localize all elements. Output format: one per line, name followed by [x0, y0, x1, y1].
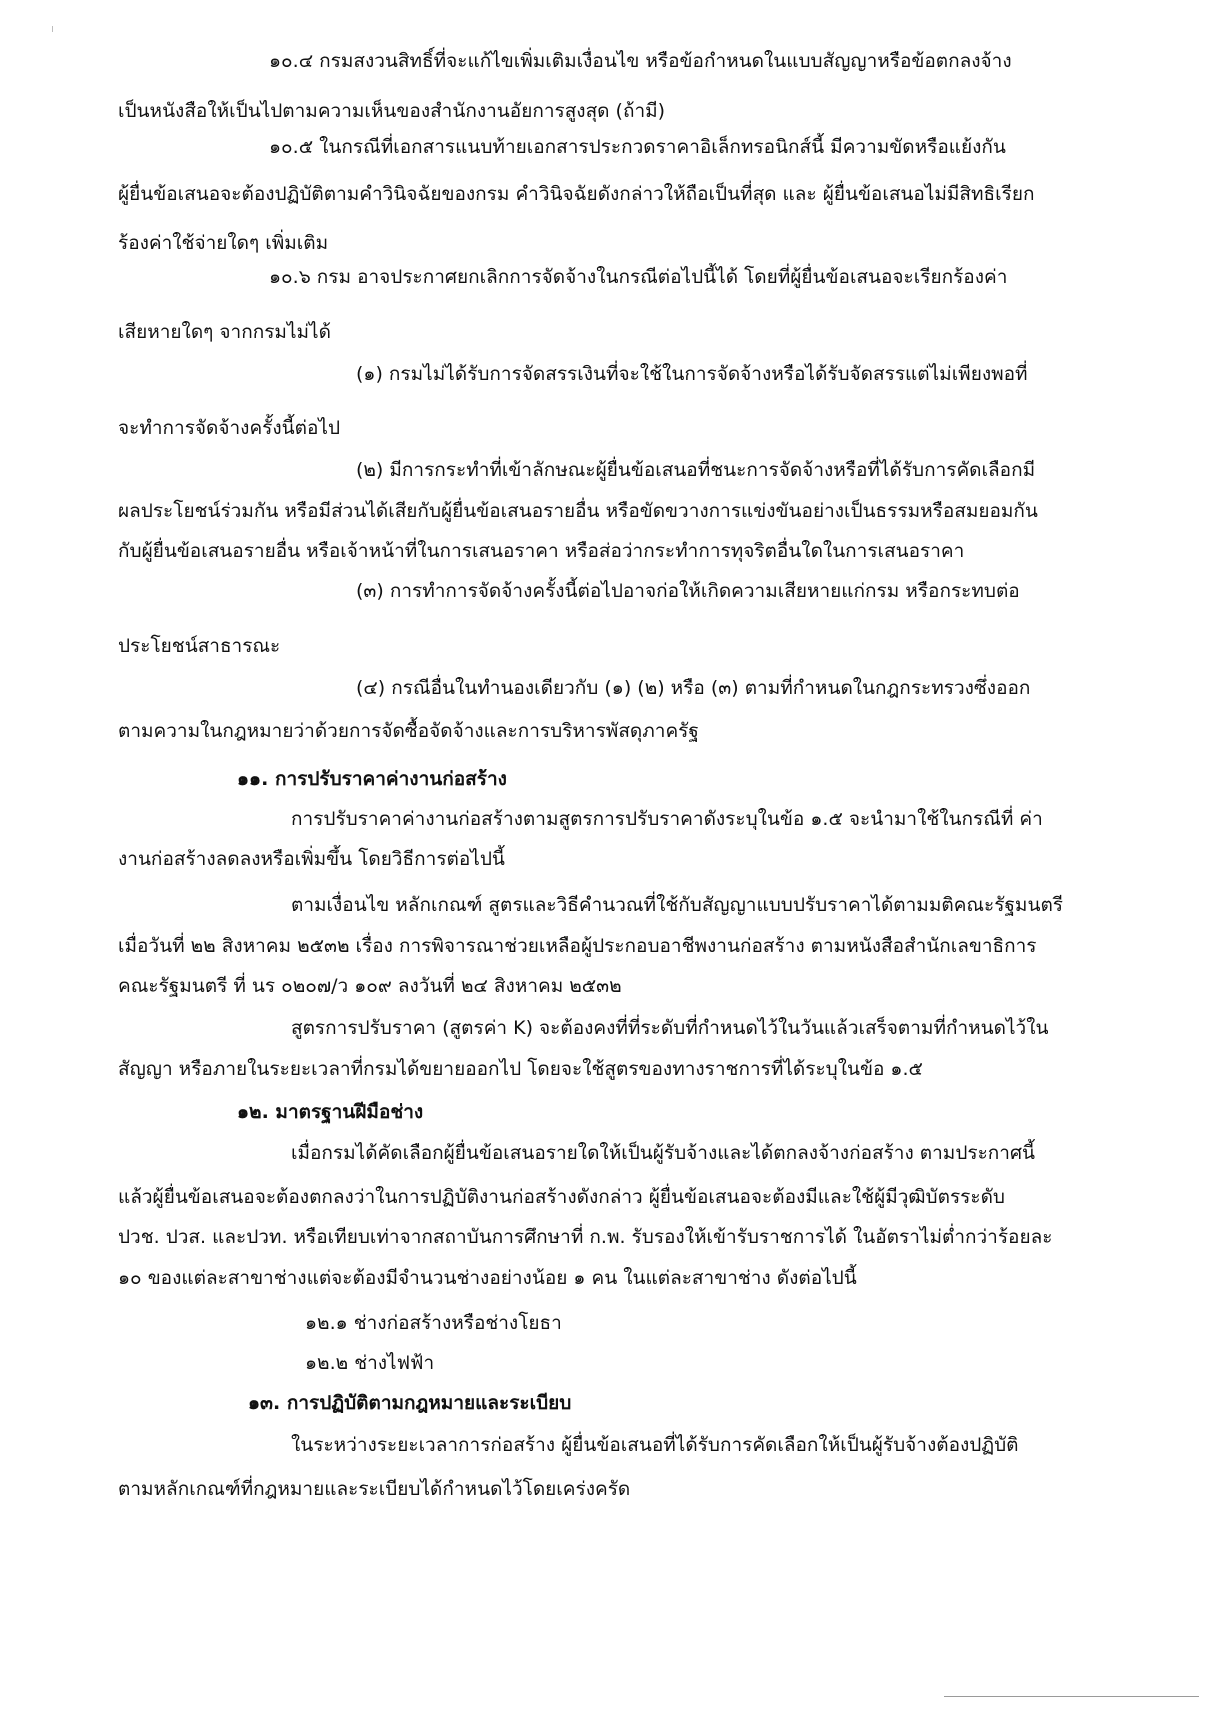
scan-edge-line: [944, 1696, 1199, 1697]
section-11-heading: ๑๑. การปรับราคาค่างานก่อสร้าง: [237, 768, 507, 790]
section-11-para-1-line-1: การปรับราคาค่างานก่อสร้างตามสูตรการปรับราคาดังระบุในข้อ ๑.๕ จะนำมาใช้ในกรณีที่ ค่า: [291, 808, 1043, 830]
item-2-line-1: (๒) มีการกระทำที่เข้าลักษณะผู้ยื่นข้อเสนอที่ชนะการจัดจ้างหรือที่ได้รับการคัดเลือกมี: [356, 459, 1036, 481]
section-11-para-2-line-3: คณะรัฐมนตรี ที่ นร ๐๒๐๗/ว ๑๐๙ ลงวันที่ ๒๔ สิงหาคม ๒๕๓๒: [118, 975, 622, 997]
section-12-heading: ๑๒. มาตรฐานฝีมือช่าง: [237, 1101, 424, 1123]
item-4-line-1: (๔) กรณีอื่นในทำนองเดียวกับ (๑) (๒) หรือ (๓) ตามที่กำหนดในกฎกระทรวงซึ่งออก: [356, 677, 1031, 699]
section-12-para-line-1: เมื่อกรมได้คัดเลือกผู้ยื่นข้อเสนอรายใดให้เป็นผู้รับจ้างและได้ตกลงจ้างก่อสร้าง ตามประกาศนี้: [291, 1142, 1036, 1164]
section-11-para-2-line-1: ตามเงื่อนไข หลักเกณฑ์ สูตรและวิธีคำนวณที่ใช้กับสัญญาแบบปรับราคาได้ตามมติคณะรัฐมนตรี: [291, 894, 1063, 916]
clause-10-5-line-1: ๑๐.๕ ในกรณีที่เอกสารแนบท้ายเอกสารประกวดราคาอิเล็กทรอนิกส์นี้ มีความขัดหรือแย้งกัน: [269, 136, 1006, 158]
section-12-para-line-4: ๑๐ ของแต่ละสาขาช่างแต่จะต้องมีจำนวนช่างอย่างน้อย ๑ คน ในแต่ละสาขาช่าง ดังต่อไปนี้: [118, 1267, 857, 1289]
section-13-para-line-1: ในระหว่างระยะเวลาการก่อสร้าง ผู้ยื่นข้อเสนอที่ได้รับการคัดเลือกให้เป็นผู้รับจ้างต้องปฏิบัติ: [291, 1434, 1019, 1456]
clause-10-5-line-3: ร้องค่าใช้จ่ายใดๆ เพิ่มเติม: [118, 232, 329, 254]
clause-10-5-line-2: ผู้ยื่นข้อเสนอจะต้องปฏิบัติตามคำวินิจฉัยของกรม คำวินิจฉัยดังกล่าวให้ถือเป็นที่สุด และ ผู้ยื่นข้อเสนอไม่มีสิทธิเรียก: [118, 183, 1035, 205]
section-13-heading: ๑๓. การปฏิบัติตามกฎหมายและระเบียบ: [248, 1392, 572, 1414]
section-11-para-2-line-2: เมื่อวันที่ ๒๒ สิงหาคม ๒๕๓๒ เรื่อง การพิจารณาช่วยเหลือผู้ประกอบอาชีพงานก่อสร้าง ตามหนังสือสำนักเลขาธิการ: [118, 935, 1037, 957]
clause-10-4-line-2: เป็นหนังสือให้เป็นไปตามความเห็นของสำนักงานอัยการสูงสุด (ถ้ามี): [118, 100, 666, 122]
item-1-line-1: (๑) กรมไม่ได้รับการจัดสรรเงินที่จะใช้ในการจัดจ้างหรือได้รับจัดสรรแต่ไม่เพียงพอที่: [356, 363, 1028, 385]
clause-10-4-line-1: ๑๐.๔ กรมสงวนสิทธิ์ที่จะแก้ไขเพิ่มเติมเงื่อนไข หรือข้อกำหนดในแบบสัญญาหรือข้อตกลงจ้าง: [269, 50, 1012, 72]
clause-10-6-line-1: ๑๐.๖ กรม อาจประกาศยกเลิกการจัดจ้างในกรณีต่อไปนี้ได้ โดยที่ผู้ยื่นข้อเสนอจะเรียกร้องค่า: [269, 266, 1008, 288]
section-11-para-1-line-2: งานก่อสร้างลดลงหรือเพิ่มขึ้น โดยวิธีการต่อไปนี้: [118, 848, 505, 870]
item-4-line-2: ตามความในกฎหมายว่าด้วยการจัดซื้อจัดจ้างและการบริหารพัสดุภาครัฐ: [118, 720, 699, 742]
scan-speck: [52, 26, 53, 32]
item-3-line-2: ประโยชน์สาธารณะ: [118, 635, 281, 657]
section-12-para-line-2: แล้วผู้ยื่นข้อเสนอจะต้องตกลงว่าในการปฏิบัติงานก่อสร้างดังกล่าว ผู้ยื่นข้อเสนอจะต้องมีและใช้ผู้มีวุฒิบัตรระดับ: [118, 1186, 1005, 1208]
item-1-line-2: จะทำการจัดจ้างครั้งนี้ต่อไป: [118, 417, 341, 439]
item-3-line-1: (๓) การทำการจัดจ้างครั้งนี้ต่อไปอาจก่อให้เกิดความเสียหายแก่กรม หรือกระทบต่อ: [356, 580, 1020, 602]
section-11-para-3-line-2: สัญญา หรือภายในระยะเวลาที่กรมได้ขยายออกไป โดยจะใช้สูตรของทางราชการที่ได้ระบุในข้อ ๑.๕: [118, 1058, 923, 1080]
clause-10-6-line-2: เสียหายใดๆ จากกรมไม่ได้: [118, 321, 331, 343]
item-2-line-2: ผลประโยชน์ร่วมกัน หรือมีส่วนได้เสียกับผู้ยื่นข้อเสนอรายอื่น หรือขัดขวางการแข่งขันอย่างเป็นธรรมหรือสมยอมกัน: [118, 500, 1038, 522]
section-13-para-line-2: ตามหลักเกณฑ์ที่กฎหมายและระเบียบได้กำหนดไว้โดยเคร่งครัด: [118, 1478, 631, 1500]
item-12-2: ๑๒.๒ ช่างไฟฟ้า: [305, 1352, 435, 1374]
section-11-para-3-line-1: สูตรการปรับราคา (สูตรค่า K) จะต้องคงที่ที่ระดับที่กำหนดไว้ในวันแล้วเสร็จตามที่กำหนดไว้ใน: [291, 1017, 1049, 1039]
item-12-1: ๑๒.๑ ช่างก่อสร้างหรือช่างโยธา: [305, 1312, 562, 1334]
item-2-line-3: กับผู้ยื่นข้อเสนอรายอื่น หรือเจ้าหน้าที่ในการเสนอราคา หรือส่อว่ากระทำการทุจริตอื่นใดในการเสนอราคา: [118, 540, 965, 562]
section-12-para-line-3: ปวช. ปวส. และปวท. หรือเทียบเท่าจากสถาบันการศึกษาที่ ก.พ. รับรองให้เข้ารับราชการได้ ในอัตราไม่ต่ำกว่าร้อยละ: [118, 1226, 1053, 1248]
